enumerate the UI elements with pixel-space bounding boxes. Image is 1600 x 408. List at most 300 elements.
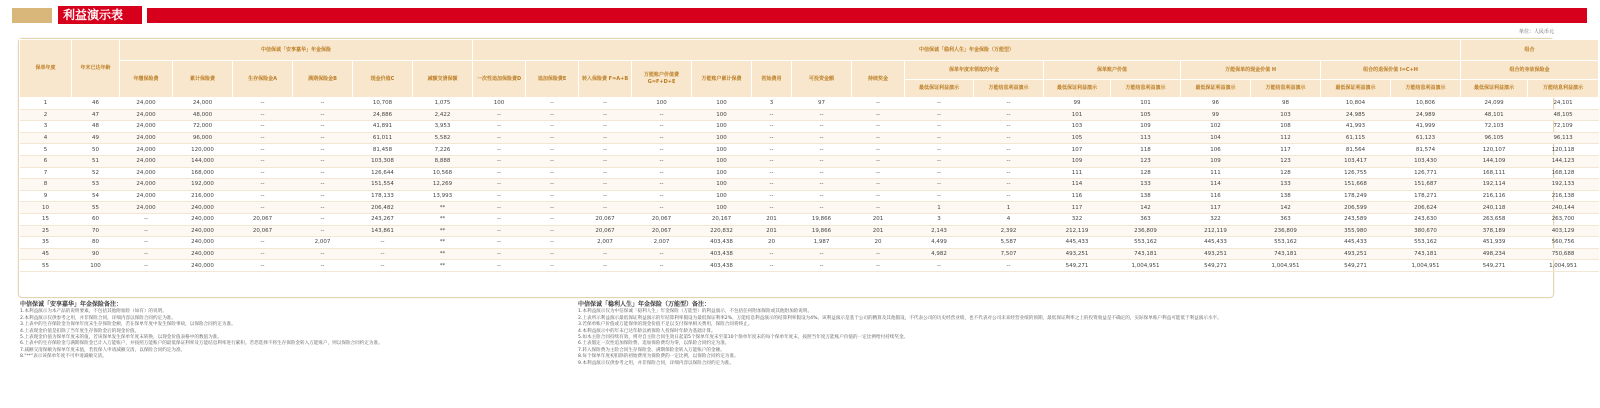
table-cell: -- bbox=[526, 237, 579, 249]
table-cell: -- bbox=[752, 248, 792, 260]
table-cell: -- bbox=[852, 202, 905, 214]
table-cell: 151,687 bbox=[1391, 179, 1461, 191]
table-cell: -- bbox=[233, 132, 293, 144]
table-cell: 322 bbox=[1181, 213, 1251, 225]
table-cell: 10,806 bbox=[1391, 98, 1461, 110]
table-cell: 493,251 bbox=[1181, 248, 1251, 260]
table-row bbox=[20, 179, 1599, 191]
note-line: 4.上表现金价值是扣除了当年度生存保险金后的现金价值。 bbox=[20, 328, 140, 334]
benefit-table bbox=[19, 39, 1599, 272]
table-row bbox=[20, 260, 1599, 272]
table-cell: 3 bbox=[20, 121, 72, 133]
table-cell: -- bbox=[526, 213, 579, 225]
table-cell: 108 bbox=[1251, 121, 1321, 133]
table-cell: 8 bbox=[20, 179, 72, 191]
col-single-additional: 一次性追加保险费D bbox=[473, 61, 526, 98]
table-cell: -- bbox=[752, 167, 792, 179]
table-cell: 118 bbox=[1111, 144, 1181, 156]
table-cell: 138 bbox=[1111, 190, 1181, 202]
table-cell: -- bbox=[233, 98, 293, 110]
table-cell: -- bbox=[293, 98, 353, 110]
table-cell: ** bbox=[413, 213, 473, 225]
table-cell: ** bbox=[413, 237, 473, 249]
table-cell: -- bbox=[120, 248, 173, 260]
note-line: 9.本利益演示仅供参考之用，并非保险合同，详细内容以保险合同约定为准。 bbox=[578, 360, 734, 366]
table-cell: -- bbox=[473, 132, 526, 144]
table-cell: -- bbox=[974, 109, 1044, 121]
table-cell: 133 bbox=[1111, 179, 1181, 191]
table-cell: 24,099 bbox=[1461, 98, 1528, 110]
table-cell: 24,985 bbox=[1321, 109, 1391, 121]
subgroup-universal-cash: 万能保单的现金价值 H bbox=[1181, 61, 1321, 80]
table-cell: -- bbox=[526, 179, 579, 191]
col-ucash-int: 万能结息利益演示 bbox=[1251, 80, 1321, 98]
subgroup-annuity: 保单年度末领取的年金 bbox=[905, 61, 1044, 80]
notes-wen-li-heading: 中信保诚「稳利人生」年金保险（万能型）备注： bbox=[578, 301, 711, 308]
table-cell: 24,101 bbox=[1528, 98, 1599, 110]
table-cell: 20,067 bbox=[233, 213, 293, 225]
table-cell: -- bbox=[579, 179, 632, 191]
table-cell: -- bbox=[473, 260, 526, 272]
table-cell: 104 bbox=[1181, 132, 1251, 144]
table-cell: 41,891 bbox=[353, 121, 413, 133]
table-cell: 20,067 bbox=[233, 225, 293, 237]
table-cell: 240,000 bbox=[173, 248, 233, 260]
table-cell: -- bbox=[293, 202, 353, 214]
table-cell: 3 bbox=[905, 213, 974, 225]
table-cell: 103,308 bbox=[353, 155, 413, 167]
table-cell: -- bbox=[233, 144, 293, 156]
table-cell: -- bbox=[632, 190, 692, 202]
note-line: 5.如本主险合同持续有效，则对自主险合同生效日起第5个保单年度末至第10个保单年度末的每个保单年度末，按照当年度万能账户价值的一定比例给付持续奖金。 bbox=[578, 335, 909, 341]
table-cell: -- bbox=[852, 248, 905, 260]
table-cell: -- bbox=[974, 155, 1044, 167]
table-cell: -- bbox=[752, 155, 792, 167]
table-cell: 216,116 bbox=[1461, 190, 1528, 202]
table-cell: 403,438 bbox=[692, 248, 752, 260]
table-cell: -- bbox=[473, 202, 526, 214]
table-cell: 493,251 bbox=[1321, 248, 1391, 260]
col-account-cumulative: 万能账户累计保费 bbox=[692, 61, 752, 98]
table-cell: 144,109 bbox=[1461, 155, 1528, 167]
note-line: 2.本利益演示仅供参考之用，并非保险合同，详细内容以保险合同约定为准。 bbox=[20, 315, 176, 321]
table-cell: 101 bbox=[1044, 109, 1111, 121]
table-cell: 151,668 bbox=[1321, 179, 1391, 191]
table-cell: 105 bbox=[1111, 109, 1181, 121]
table-cell: ** bbox=[413, 260, 473, 272]
table-cell: 10,708 bbox=[353, 98, 413, 110]
table-cell: 80 bbox=[72, 237, 120, 249]
table-cell: 201 bbox=[852, 225, 905, 237]
table-cell: -- bbox=[792, 248, 852, 260]
table-cell: -- bbox=[852, 179, 905, 191]
table-cell: 403,129 bbox=[1528, 225, 1599, 237]
table-cell: 15 bbox=[20, 213, 72, 225]
col-account-min: 最低保证利益演示 bbox=[1044, 80, 1111, 98]
table-cell: 10 bbox=[20, 202, 72, 214]
note-line: 7.转入保险费为主险合同生存保险金、满期保险金转入万能账户的金额。 bbox=[578, 347, 725, 353]
table-cell: -- bbox=[974, 190, 1044, 202]
table-cell: -- bbox=[905, 98, 974, 110]
table-cell: 549,271 bbox=[1461, 260, 1528, 272]
table-cell: 100 bbox=[473, 98, 526, 110]
table-cell: ** bbox=[413, 202, 473, 214]
table-cell: -- bbox=[632, 155, 692, 167]
col-ucash-min: 最低保证利益演示 bbox=[1181, 80, 1251, 98]
table-cell: 100 bbox=[692, 144, 752, 156]
table-cell: 4 bbox=[20, 132, 72, 144]
table-cell: -- bbox=[293, 225, 353, 237]
table-cell: -- bbox=[974, 121, 1044, 133]
table-cell: -- bbox=[752, 179, 792, 191]
table-cell: -- bbox=[905, 109, 974, 121]
table-cell: 206,482 bbox=[353, 202, 413, 214]
table-cell: -- bbox=[473, 167, 526, 179]
note-line: 5.上表现金价值为保单年度末的值，若该保单发生保单年度末转换，以现金价值表格中的数值为准。 bbox=[20, 335, 222, 341]
table-cell: 51 bbox=[72, 155, 120, 167]
table-cell: 20 bbox=[752, 237, 792, 249]
table-cell: 55 bbox=[72, 202, 120, 214]
table-cell: 178,133 bbox=[353, 190, 413, 202]
table-cell: 206,599 bbox=[1321, 202, 1391, 214]
note-line: 1.本利益演示为本产品的说明要素，不包括其他附加险（如有）的说明。 bbox=[20, 309, 167, 315]
table-cell: 48,105 bbox=[1528, 109, 1599, 121]
table-cell: 55 bbox=[20, 260, 72, 272]
table-cell: -- bbox=[473, 109, 526, 121]
table-cell: 2 bbox=[20, 109, 72, 121]
table-cell: 109 bbox=[1181, 155, 1251, 167]
table-cell: -- bbox=[473, 213, 526, 225]
table-cell: 7 bbox=[20, 167, 72, 179]
notes-wen-li bbox=[578, 302, 1558, 367]
table-cell: 96,105 bbox=[1461, 132, 1528, 144]
col-account-premium: 万能账户价值费 G=F+D+E bbox=[632, 61, 692, 98]
table-cell: 192,133 bbox=[1528, 179, 1599, 191]
table-cell: 1,987 bbox=[792, 237, 852, 249]
table-cell: 24,989 bbox=[1391, 109, 1461, 121]
table-cell: -- bbox=[526, 109, 579, 121]
table-cell: -- bbox=[752, 202, 792, 214]
table-cell: 61,123 bbox=[1391, 132, 1461, 144]
table-cell: 403,438 bbox=[692, 260, 752, 272]
table-cell: 549,271 bbox=[1044, 260, 1111, 272]
table-cell: 2,007 bbox=[293, 237, 353, 249]
table-cell: 120,107 bbox=[1461, 144, 1528, 156]
table-cell: 212,119 bbox=[1181, 225, 1251, 237]
table-cell: -- bbox=[233, 179, 293, 191]
table-cell: 123 bbox=[1111, 155, 1181, 167]
table-cell: 553,162 bbox=[1391, 237, 1461, 249]
table-cell: 128 bbox=[1251, 167, 1321, 179]
title-bar bbox=[0, 6, 1600, 24]
table-cell: 143,861 bbox=[353, 225, 413, 237]
table-cell: 236,809 bbox=[1111, 225, 1181, 237]
table-cell: 47 bbox=[72, 109, 120, 121]
col-reduced-paidup: 减额交清保额 bbox=[413, 61, 473, 98]
col-annual-premium: 年缴保险费 bbox=[120, 61, 173, 98]
group-wen-li: 中信保诚「稳利人生」年金保险（万能型） bbox=[473, 40, 1461, 61]
table-cell: 216,138 bbox=[1528, 190, 1599, 202]
table-cell: 2,392 bbox=[974, 225, 1044, 237]
table-cell: 4,499 bbox=[905, 237, 974, 249]
table-cell: 19,866 bbox=[792, 213, 852, 225]
table-cell: -- bbox=[905, 190, 974, 202]
table-cell: 100 bbox=[692, 109, 752, 121]
table-cell: -- bbox=[293, 213, 353, 225]
table-cell: -- bbox=[526, 248, 579, 260]
notes-an-xin-heading: 中信保诚「安享嘉华」年金保险备注： bbox=[20, 301, 123, 308]
table-cell: -- bbox=[792, 109, 852, 121]
group-combo: 组合 bbox=[1461, 40, 1599, 61]
table-row bbox=[20, 248, 1599, 260]
table-cell: -- bbox=[526, 167, 579, 179]
table-cell: 151,554 bbox=[353, 179, 413, 191]
table-cell: 100 bbox=[692, 202, 752, 214]
table-cell: -- bbox=[293, 109, 353, 121]
table-cell: -- bbox=[473, 248, 526, 260]
table-cell: 7,226 bbox=[413, 144, 473, 156]
table-cell: 103,430 bbox=[1391, 155, 1461, 167]
table-cell: -- bbox=[792, 121, 852, 133]
table-cell: -- bbox=[752, 144, 792, 156]
table-cell: -- bbox=[792, 132, 852, 144]
table-cell: -- bbox=[792, 144, 852, 156]
table-cell: 103,417 bbox=[1321, 155, 1391, 167]
title-accent-block bbox=[12, 8, 52, 23]
table-cell: 117 bbox=[1251, 144, 1321, 156]
table-cell: -- bbox=[233, 248, 293, 260]
table-cell: 168,128 bbox=[1528, 167, 1599, 179]
table-cell: ** bbox=[413, 248, 473, 260]
table-cell: -- bbox=[852, 121, 905, 133]
table-cell: 117 bbox=[1181, 202, 1251, 214]
col-age: 年末已达年龄 bbox=[72, 40, 120, 98]
table-cell: -- bbox=[473, 190, 526, 202]
table-cell: 54 bbox=[72, 190, 120, 202]
table-cell: 50 bbox=[72, 144, 120, 156]
note-line: 7.减额交清保额为保单年度末值，若投保人申请减额交清，以保险合同约定为准。 bbox=[20, 347, 186, 353]
table-cell: 72,109 bbox=[1528, 121, 1599, 133]
table-cell: 553,162 bbox=[1111, 237, 1181, 249]
table-cell: 72,000 bbox=[173, 121, 233, 133]
benefit-table-container bbox=[18, 38, 1584, 298]
table-cell: -- bbox=[353, 260, 413, 272]
note-line: 3.上表中的生存保险金为保单年度末生存保险金额，若在保单年度中发生保险事故，以保险合同约定为准。 bbox=[20, 322, 236, 328]
table-cell: -- bbox=[752, 190, 792, 202]
table-cell: -- bbox=[632, 167, 692, 179]
table-cell: -- bbox=[792, 260, 852, 272]
page-title: 利益演示表 bbox=[58, 6, 142, 24]
table-cell: 2,007 bbox=[632, 237, 692, 249]
table-cell: -- bbox=[632, 179, 692, 191]
table-cell: 100 bbox=[692, 167, 752, 179]
table-cell: -- bbox=[905, 155, 974, 167]
table-cell: 240,000 bbox=[173, 213, 233, 225]
col-loyalty-bonus: 持续奖金 bbox=[852, 61, 905, 98]
col-csurr-int: 万能结息利益演示 bbox=[1391, 80, 1461, 98]
table-cell: 24,000 bbox=[120, 144, 173, 156]
table-cell: 70 bbox=[72, 225, 120, 237]
table-cell: -- bbox=[752, 109, 792, 121]
table-cell: 549,271 bbox=[1181, 260, 1251, 272]
table-cell: 103 bbox=[1044, 121, 1111, 133]
title-red-band bbox=[147, 8, 1587, 23]
table-cell: 240,000 bbox=[173, 237, 233, 249]
table-cell: 7,507 bbox=[974, 248, 1044, 260]
table-cell: 1 bbox=[974, 202, 1044, 214]
col-annuity-min: 最低保证利益演示 bbox=[905, 80, 974, 98]
table-cell: -- bbox=[473, 237, 526, 249]
table-cell: 102 bbox=[1181, 121, 1251, 133]
table-cell: 100 bbox=[72, 260, 120, 272]
table-cell: -- bbox=[120, 237, 173, 249]
table-cell: 201 bbox=[752, 225, 792, 237]
table-cell: -- bbox=[632, 248, 692, 260]
benefit-table-body bbox=[20, 98, 1599, 272]
table-cell: 144,123 bbox=[1528, 155, 1599, 167]
table-cell: -- bbox=[579, 155, 632, 167]
table-cell: -- bbox=[974, 144, 1044, 156]
table-cell: 5 bbox=[20, 144, 72, 156]
table-cell: 2,422 bbox=[413, 109, 473, 121]
table-cell: 243,267 bbox=[353, 213, 413, 225]
table-cell: -- bbox=[579, 190, 632, 202]
table-cell: 100 bbox=[692, 98, 752, 110]
table-cell: 116 bbox=[1181, 190, 1251, 202]
table-cell: -- bbox=[905, 260, 974, 272]
table-cell: 243,589 bbox=[1321, 213, 1391, 225]
table-cell: 120,000 bbox=[173, 144, 233, 156]
table-cell: 216,000 bbox=[173, 190, 233, 202]
table-cell: -- bbox=[632, 109, 692, 121]
table-cell: 743,181 bbox=[1251, 248, 1321, 260]
table-cell: 240,144 bbox=[1528, 202, 1599, 214]
table-cell: 20,067 bbox=[579, 225, 632, 237]
table-cell: -- bbox=[579, 98, 632, 110]
table-cell: -- bbox=[526, 98, 579, 110]
table-cell: -- bbox=[233, 260, 293, 272]
table-cell: 19,866 bbox=[792, 225, 852, 237]
col-annuity-int: 万能结息利益演示 bbox=[974, 80, 1044, 98]
table-cell: -- bbox=[526, 260, 579, 272]
table-cell: -- bbox=[852, 167, 905, 179]
table-row bbox=[20, 202, 1599, 214]
table-cell: 96 bbox=[1181, 98, 1251, 110]
table-cell: 90 bbox=[72, 248, 120, 260]
table-cell: 192,114 bbox=[1461, 179, 1528, 191]
col-csurr-min: 最低保证利益演示 bbox=[1321, 80, 1391, 98]
table-cell: -- bbox=[852, 155, 905, 167]
col-policy-year: 保单年度 bbox=[20, 40, 72, 98]
table-cell: 236,809 bbox=[1251, 225, 1321, 237]
table-cell: 12,269 bbox=[413, 179, 473, 191]
table-cell: 5,582 bbox=[413, 132, 473, 144]
table-cell: 378,189 bbox=[1461, 225, 1528, 237]
table-cell: 240,118 bbox=[1461, 202, 1528, 214]
table-cell: 168,000 bbox=[173, 167, 233, 179]
table-cell: 363 bbox=[1111, 213, 1181, 225]
table-cell: 81,458 bbox=[353, 144, 413, 156]
table-cell: -- bbox=[233, 237, 293, 249]
table-cell: 126,755 bbox=[1321, 167, 1391, 179]
table-cell: 99 bbox=[1181, 109, 1251, 121]
table-cell: 20,067 bbox=[579, 213, 632, 225]
table-cell: 120,118 bbox=[1528, 144, 1599, 156]
table-cell: -- bbox=[526, 155, 579, 167]
table-cell: 48 bbox=[72, 121, 120, 133]
table-cell: 20,167 bbox=[692, 213, 752, 225]
table-cell: -- bbox=[526, 132, 579, 144]
table-cell: 178,249 bbox=[1321, 190, 1391, 202]
table-cell: 25 bbox=[20, 225, 72, 237]
table-cell: 60 bbox=[72, 213, 120, 225]
table-cell: 142 bbox=[1111, 202, 1181, 214]
table-cell: 126,771 bbox=[1391, 167, 1461, 179]
table-cell: -- bbox=[233, 167, 293, 179]
table-cell: -- bbox=[526, 121, 579, 133]
table-cell: -- bbox=[293, 155, 353, 167]
table-row bbox=[20, 225, 1599, 237]
table-cell: 240,000 bbox=[173, 260, 233, 272]
table-cell: -- bbox=[233, 202, 293, 214]
table-cell: 1,004,951 bbox=[1251, 260, 1321, 272]
table-cell: 112 bbox=[1251, 132, 1321, 144]
table-cell: 5,587 bbox=[974, 237, 1044, 249]
table-cell: 100 bbox=[692, 190, 752, 202]
table-cell: 96,000 bbox=[173, 132, 233, 144]
table-cell: -- bbox=[632, 121, 692, 133]
table-cell: -- bbox=[233, 190, 293, 202]
table-cell: 363 bbox=[1251, 213, 1321, 225]
table-cell: 24,000 bbox=[120, 167, 173, 179]
note-line: 8.每个保单年度初扣除的初始费用为保险费的一定比例，以保险合同约定为准。 bbox=[578, 354, 739, 360]
table-cell: 743,181 bbox=[1391, 248, 1461, 260]
table-cell: 451,939 bbox=[1461, 237, 1528, 249]
table-cell: 117 bbox=[1044, 202, 1111, 214]
table-cell: 53 bbox=[72, 179, 120, 191]
table-cell: 52 bbox=[72, 167, 120, 179]
table-cell: -- bbox=[852, 109, 905, 121]
table-cell: -- bbox=[579, 132, 632, 144]
table-cell: 111 bbox=[1044, 167, 1111, 179]
table-cell: -- bbox=[852, 98, 905, 110]
table-cell: 109 bbox=[1044, 155, 1111, 167]
table-cell: -- bbox=[353, 237, 413, 249]
table-cell: 116 bbox=[1044, 190, 1111, 202]
table-cell: 100 bbox=[692, 155, 752, 167]
note-line: 8."**"表示该保单年度不可申请减额交清。 bbox=[20, 354, 107, 360]
table-cell: 1 bbox=[905, 202, 974, 214]
table-cell: 111 bbox=[1181, 167, 1251, 179]
table-cell: 322 bbox=[1044, 213, 1111, 225]
table-cell: -- bbox=[632, 144, 692, 156]
table-cell: 201 bbox=[752, 213, 792, 225]
table-cell: 206,624 bbox=[1391, 202, 1461, 214]
table-cell: 10,568 bbox=[413, 167, 473, 179]
table-cell: 99 bbox=[1044, 98, 1111, 110]
table-cell: -- bbox=[632, 202, 692, 214]
note-line: 6.上表中的生存保险金与满期保险金已计入万能账户，并按照万能账户的最低保证利率及万能结息利率进行累积。若您选择不将生存保险金转入万能账户，则以保险合同约定为准。 bbox=[20, 341, 383, 347]
table-cell: 1,075 bbox=[413, 98, 473, 110]
table-cell: 493,251 bbox=[1044, 248, 1111, 260]
table-cell: 13,993 bbox=[413, 190, 473, 202]
col-account-int: 万能结息利益演示 bbox=[1111, 80, 1181, 98]
table-cell: -- bbox=[473, 179, 526, 191]
table-cell: -- bbox=[120, 213, 173, 225]
table-cell: -- bbox=[579, 121, 632, 133]
table-cell: -- bbox=[473, 155, 526, 167]
table-cell: -- bbox=[233, 155, 293, 167]
